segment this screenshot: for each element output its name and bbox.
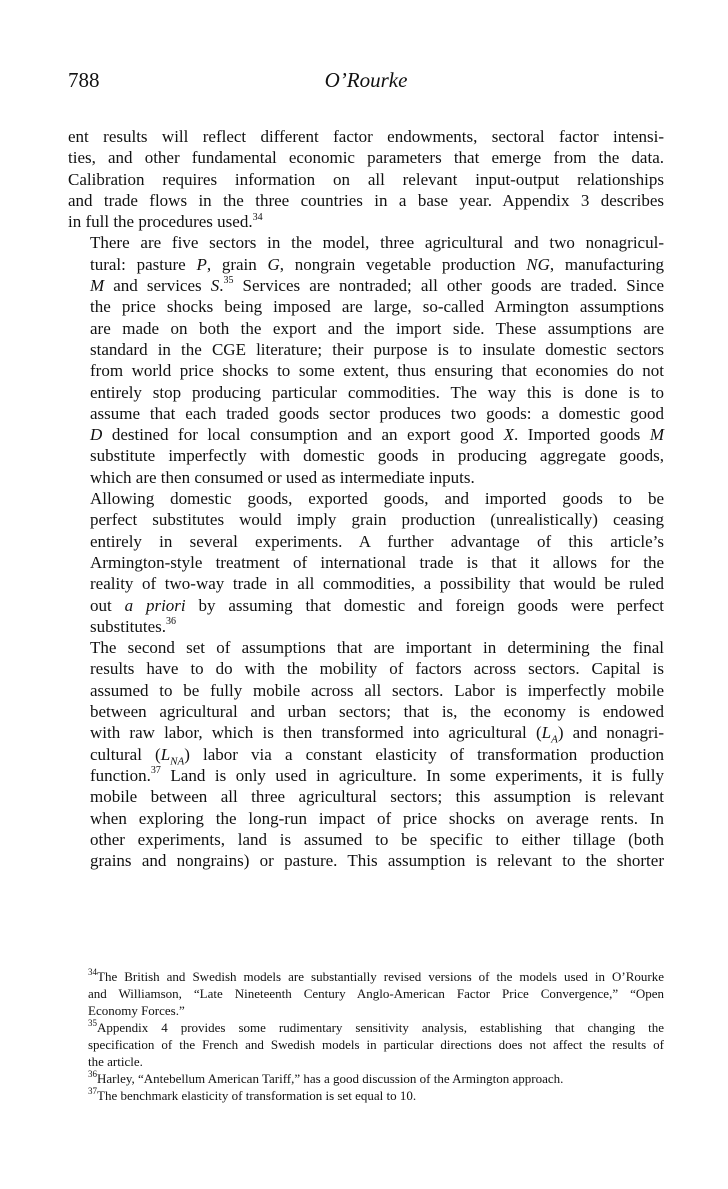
footnote-ref: 36: [166, 616, 177, 628]
running-head: O’Rourke: [324, 68, 408, 92]
text-line: which are then consumed or used as intermediate inputs.: [90, 467, 475, 487]
text-line: assume that each traded goods sector produces two goods: a domestic good: [90, 403, 664, 423]
footnote-text: The British and Swedish models are substantially revised versions of the models used in O’Rourke: [97, 969, 664, 984]
text-line-content: substitutes.: [90, 616, 167, 636]
footnote-marker: 34: [88, 966, 97, 977]
footnote-line: Economy Forces.”: [88, 1003, 185, 1018]
text-line: [68, 211, 664, 232]
text-line: D destined for local consumption and an export good X. Imported goods M: [90, 425, 664, 445]
footnote-line: [68, 1070, 664, 1087]
text-line: when exploring the long-run impact of price shocks on average rents. In: [90, 808, 664, 828]
text-line: tural: pasture P, grain G, nongrain vegetable production NG, manufacturing: [90, 254, 664, 274]
footnote-text: The benchmark elasticity of transformation is set equal to 10.: [97, 1088, 417, 1103]
text-line: ties, and other fundamental economic parameters that emerge from the data.: [68, 148, 664, 168]
footnotes: [68, 968, 664, 1104]
text-line-content: in full the procedures used.: [68, 212, 253, 232]
footnote-text: Appendix 4 provides some rudimentary sensitivity analysis, establishing that changing the: [97, 1020, 664, 1035]
text-line: from world price shocks to some extent, thus ensuring that economies do not: [90, 361, 664, 381]
text-line: Calibration requires information on all relevant input-output relationships: [68, 169, 664, 189]
text-line: out a priori by assuming that domestic and foreign goods were perfect: [90, 595, 664, 615]
text-line: The second set of assumptions that are important in determining the final: [90, 638, 664, 658]
text-line: between agricultural and urban sectors; that is, the economy is endowed: [90, 702, 664, 722]
text-line: other experiments, land is assumed to be specific to either tillage (both: [90, 829, 664, 849]
text-line: grains and nongrains) or pasture. This assumption is relevant to the shorter: [90, 851, 664, 871]
footnote: [68, 1019, 664, 1070]
text-line: and trade flows in the three countries in a base year. Appendix 3 describes: [68, 190, 664, 210]
footnote: [68, 968, 664, 1019]
footnote-line: [68, 968, 664, 985]
page-header: [68, 68, 664, 94]
body-text: [68, 126, 664, 871]
text-line: reality of two-way trade in all commodities, a possibility that would be ruled: [90, 574, 664, 594]
text-line: substitute imperfectly with domestic goods in producing aggregate goods,: [90, 446, 664, 466]
text-line: mobile between all three agricultural sectors; this assumption is relevant: [90, 787, 664, 807]
footnote-line: the article.: [88, 1054, 143, 1069]
text-line: [68, 616, 664, 637]
footnote: [68, 1070, 664, 1087]
footnote-ref: 34: [252, 211, 263, 223]
text-line: ent results will reflect different factor endowments, sectoral factor intensi-: [68, 127, 664, 146]
paragraph: [68, 232, 664, 488]
text-line: the price shocks being imposed are large, so-called Armington assumptions: [90, 297, 664, 317]
footnote-line: and Williamson, “Late Nineteenth Century Anglo-American Factor Price Convergence,” “Open: [88, 986, 664, 1001]
footnote-text: Harley, “Antebellum American Tariff,” has a good discussion of the Armington approach.: [97, 1071, 564, 1086]
footnote-line: [68, 1019, 664, 1036]
page-number: 788: [68, 68, 100, 92]
text-line: entirely in several experiments. A further advantage of this article’s: [90, 531, 664, 551]
footnote-marker: 36: [88, 1068, 97, 1079]
text-line: entirely stop producing particular commodities. The way this is done is to: [90, 382, 664, 402]
text-line: function.$^{37}$ Land is only used in agriculture. In some experiments, it is fully: [90, 765, 664, 785]
footnote: [68, 1087, 664, 1104]
text-line: M and services S.$^{35}$ Services are nontraded; all other goods are traded. Since: [90, 275, 664, 296]
text-line: with raw labor, which is then transformed into agricultural $(L_A)$ and nonagri-: [90, 723, 664, 746]
text-line: Armington-style treatment of international trade is that it allows for the: [90, 552, 664, 572]
text-line: perfect substitutes would imply grain production (unrealistically) ceasing: [90, 510, 664, 530]
text-line: cultural $(L_{NA})$ labor via a constant elasticity of transformation production: [90, 744, 664, 767]
text-line: There are five sectors in the model, three agricultural and two nonagricul-: [90, 233, 664, 253]
paragraph: [68, 637, 664, 871]
text-line: standard in the CGE literature; their purpose is to insulate domestic sectors: [90, 339, 664, 359]
paragraph: [68, 126, 664, 232]
text-line: are made on both the export and the import side. These assumptions are: [90, 318, 664, 338]
footnote-marker: 37: [88, 1085, 97, 1096]
footnote-line: [68, 1087, 664, 1104]
footnote-line: specification of the French and Swedish models in particular directions does not affect the results of: [88, 1037, 664, 1052]
text-line: results have to do with the mobility of factors across sectors. Capital is: [90, 659, 664, 679]
paragraph: [68, 488, 664, 637]
footnote-marker: 35: [88, 1017, 97, 1028]
text-line: assumed to be fully mobile across all sectors. Labor is imperfectly mobile: [90, 680, 664, 700]
text-line: Allowing domestic goods, exported goods, and imported goods to be: [90, 489, 664, 509]
